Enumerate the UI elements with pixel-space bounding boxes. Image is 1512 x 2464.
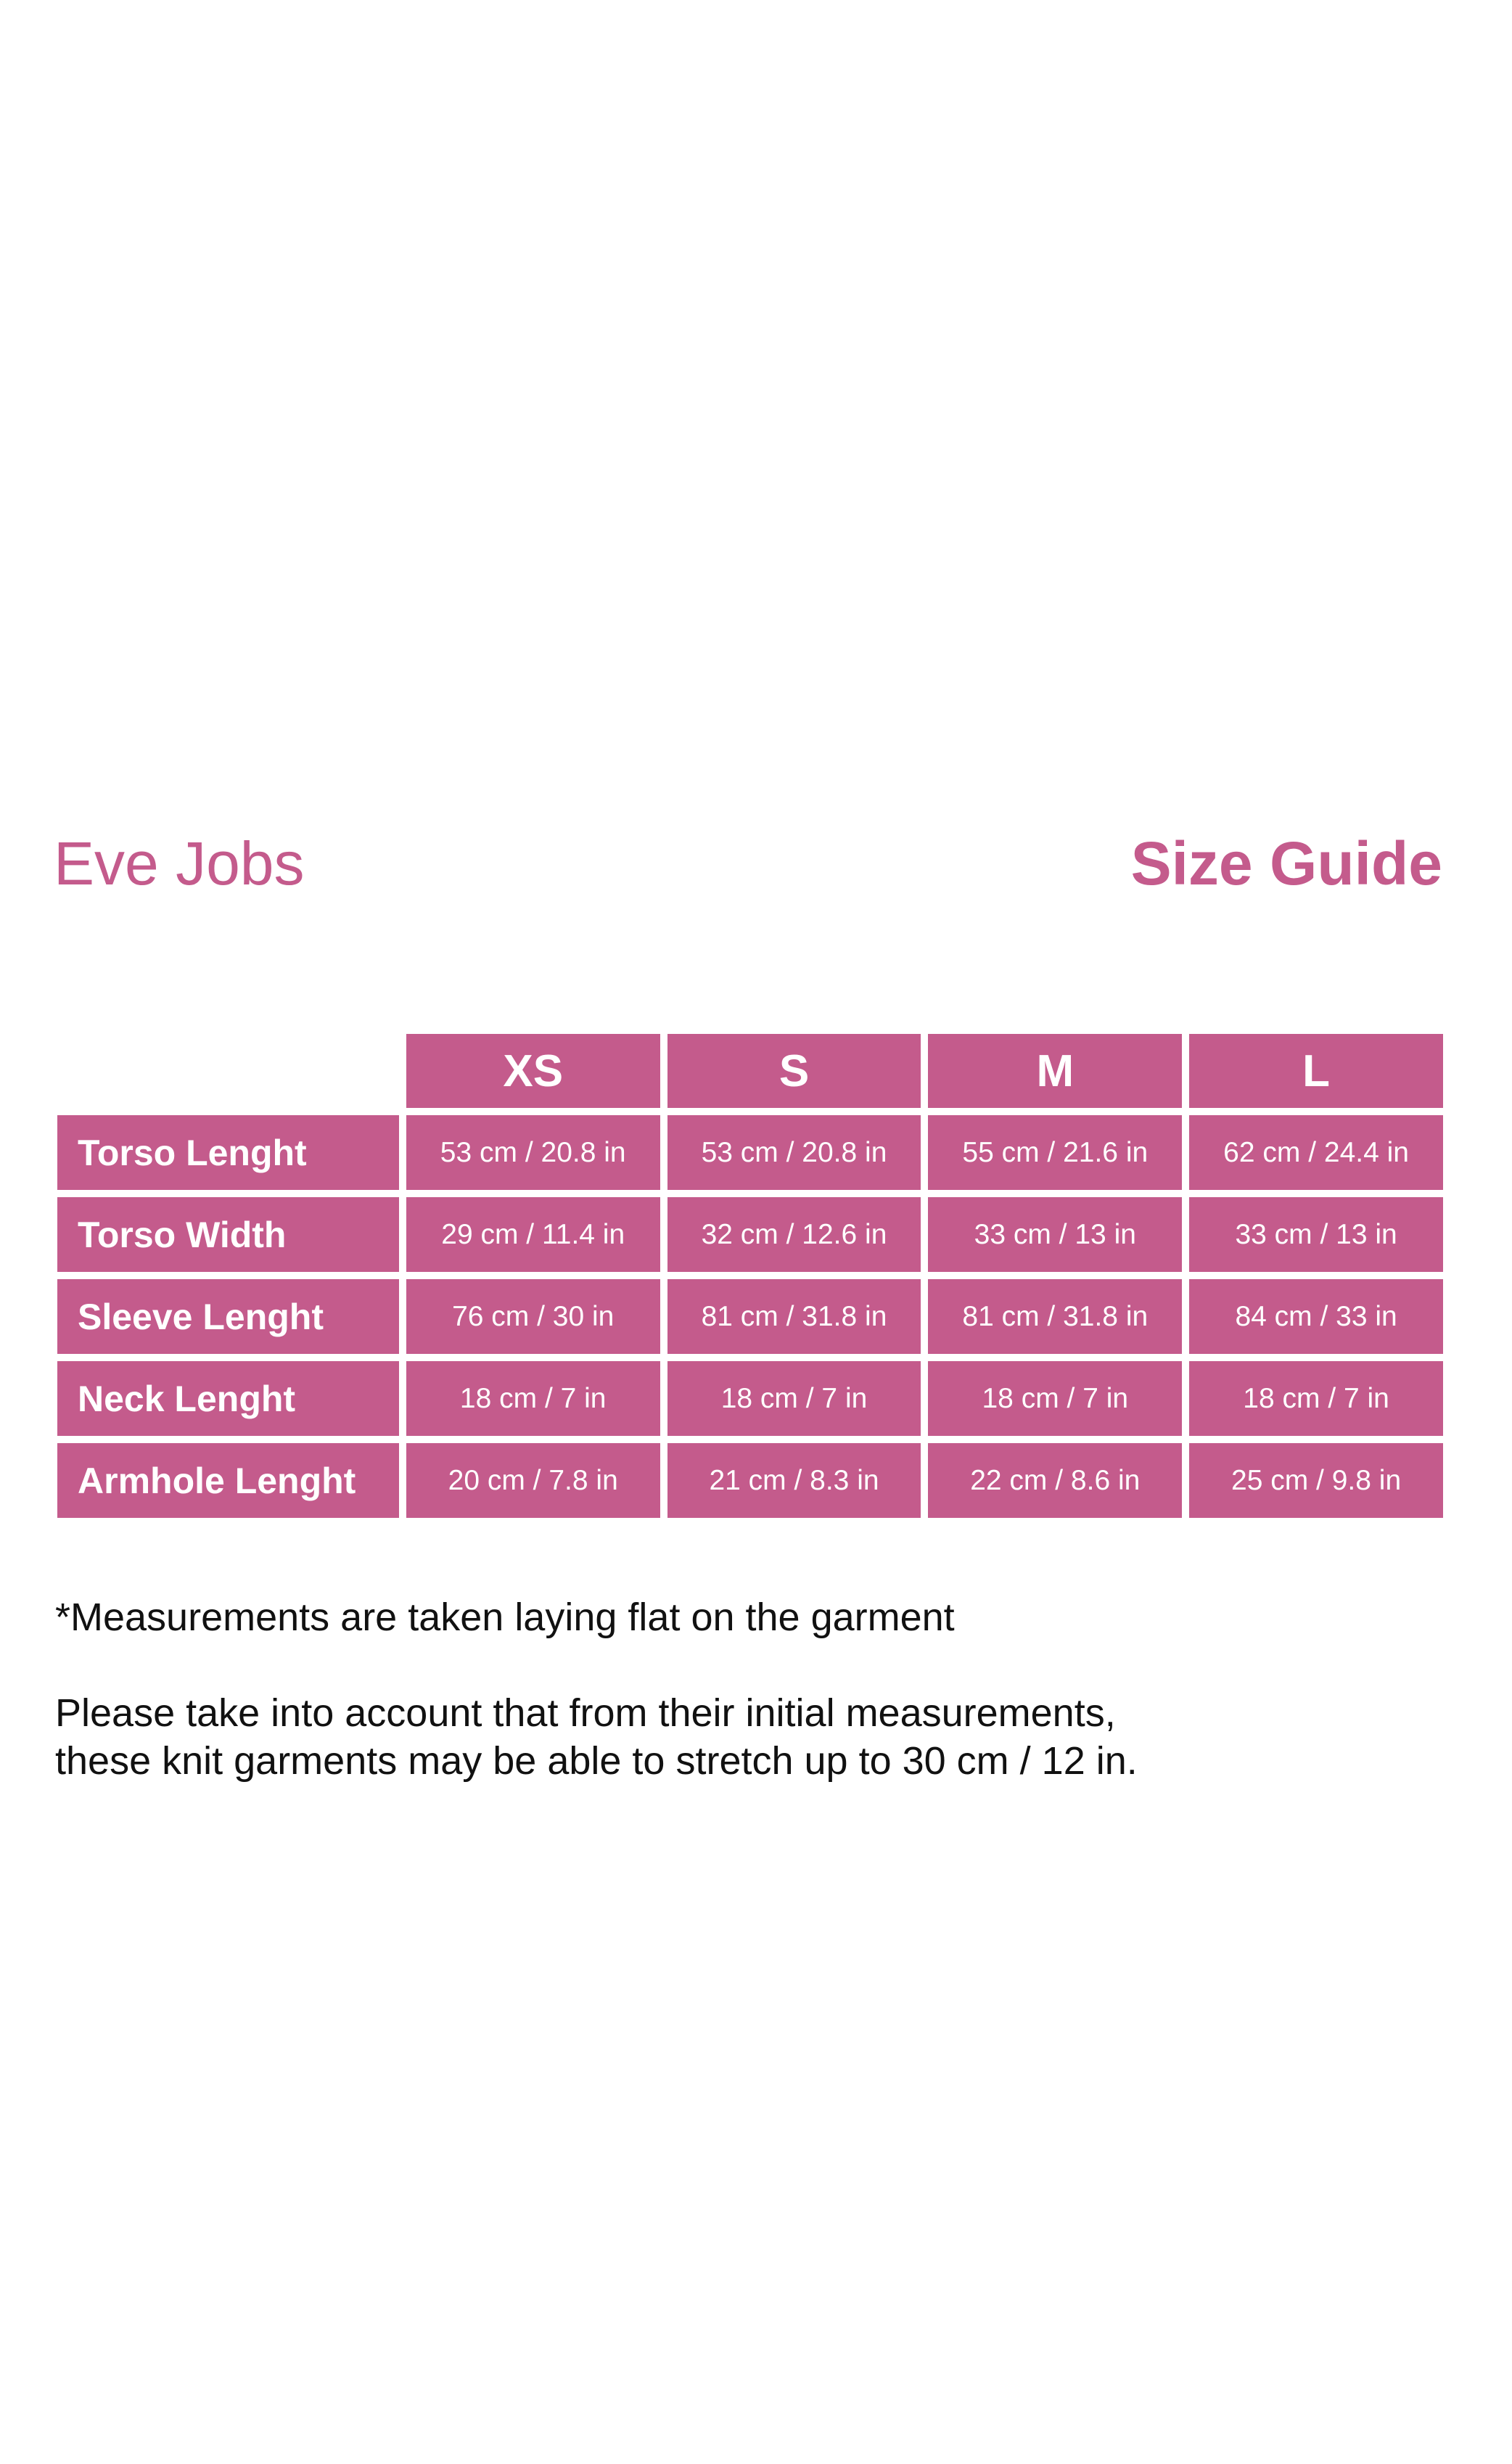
size-header-l: L: [1186, 1030, 1447, 1112]
row-label: Neck Lenght: [54, 1358, 403, 1440]
table-cell: 18 cm / 7 in: [664, 1358, 925, 1440]
brand-name: Eve Jobs: [54, 829, 305, 898]
table-cell: 21 cm / 8.3 in: [664, 1440, 925, 1521]
table-cell: 18 cm / 7 in: [1186, 1358, 1447, 1440]
corner-cell: [54, 1030, 403, 1112]
table-cell: 55 cm / 21.6 in: [924, 1112, 1186, 1194]
table-row: [54, 1358, 1447, 1440]
row-label: Torso Width: [54, 1194, 403, 1276]
size-header-row: [54, 1030, 1447, 1112]
stretch-note-line-1: Please take into account that from their initial measurements,: [55, 1691, 1116, 1735]
table-cell: 18 cm / 7 in: [403, 1358, 664, 1440]
table-cell: 84 cm / 33 in: [1186, 1276, 1447, 1358]
table-cell: 25 cm / 9.8 in: [1186, 1440, 1447, 1521]
row-label: Sleeve Lenght: [54, 1276, 403, 1358]
size-header-m: M: [924, 1030, 1186, 1112]
table-cell: 53 cm / 20.8 in: [664, 1112, 925, 1194]
table-cell: 81 cm / 31.8 in: [664, 1276, 925, 1358]
table-cell: 53 cm / 20.8 in: [403, 1112, 664, 1194]
table-cell: 62 cm / 24.4 in: [1186, 1112, 1447, 1194]
table-cell: 32 cm / 12.6 in: [664, 1194, 925, 1276]
table-row: [54, 1194, 1447, 1276]
table-cell: 29 cm / 11.4 in: [403, 1194, 664, 1276]
table-cell: 20 cm / 7.8 in: [403, 1440, 664, 1521]
table-cell: 81 cm / 31.8 in: [924, 1276, 1186, 1358]
row-label: Torso Lenght: [54, 1112, 403, 1194]
size-table: [54, 1030, 1447, 1521]
table-row: [54, 1112, 1447, 1194]
size-header-xs: XS: [403, 1030, 664, 1112]
table-row: [54, 1276, 1447, 1358]
table-cell: 33 cm / 13 in: [924, 1194, 1186, 1276]
table-cell: 76 cm / 30 in: [403, 1276, 664, 1358]
table-cell: 33 cm / 13 in: [1186, 1194, 1447, 1276]
measurement-note: *Measurements are taken laying flat on the garment: [55, 1596, 955, 1639]
stretch-note-line-2: these knit garments may be able to stretch up to 30 cm / 12 in.: [55, 1739, 1138, 1783]
stretch-note: [55, 1689, 1434, 1785]
page-title: Size Guide: [1130, 829, 1442, 898]
table-cell: 18 cm / 7 in: [924, 1358, 1186, 1440]
table-row: [54, 1440, 1447, 1521]
table-cell: 22 cm / 8.6 in: [924, 1440, 1186, 1521]
size-header-s: S: [664, 1030, 925, 1112]
row-label: Armhole Lenght: [54, 1440, 403, 1521]
